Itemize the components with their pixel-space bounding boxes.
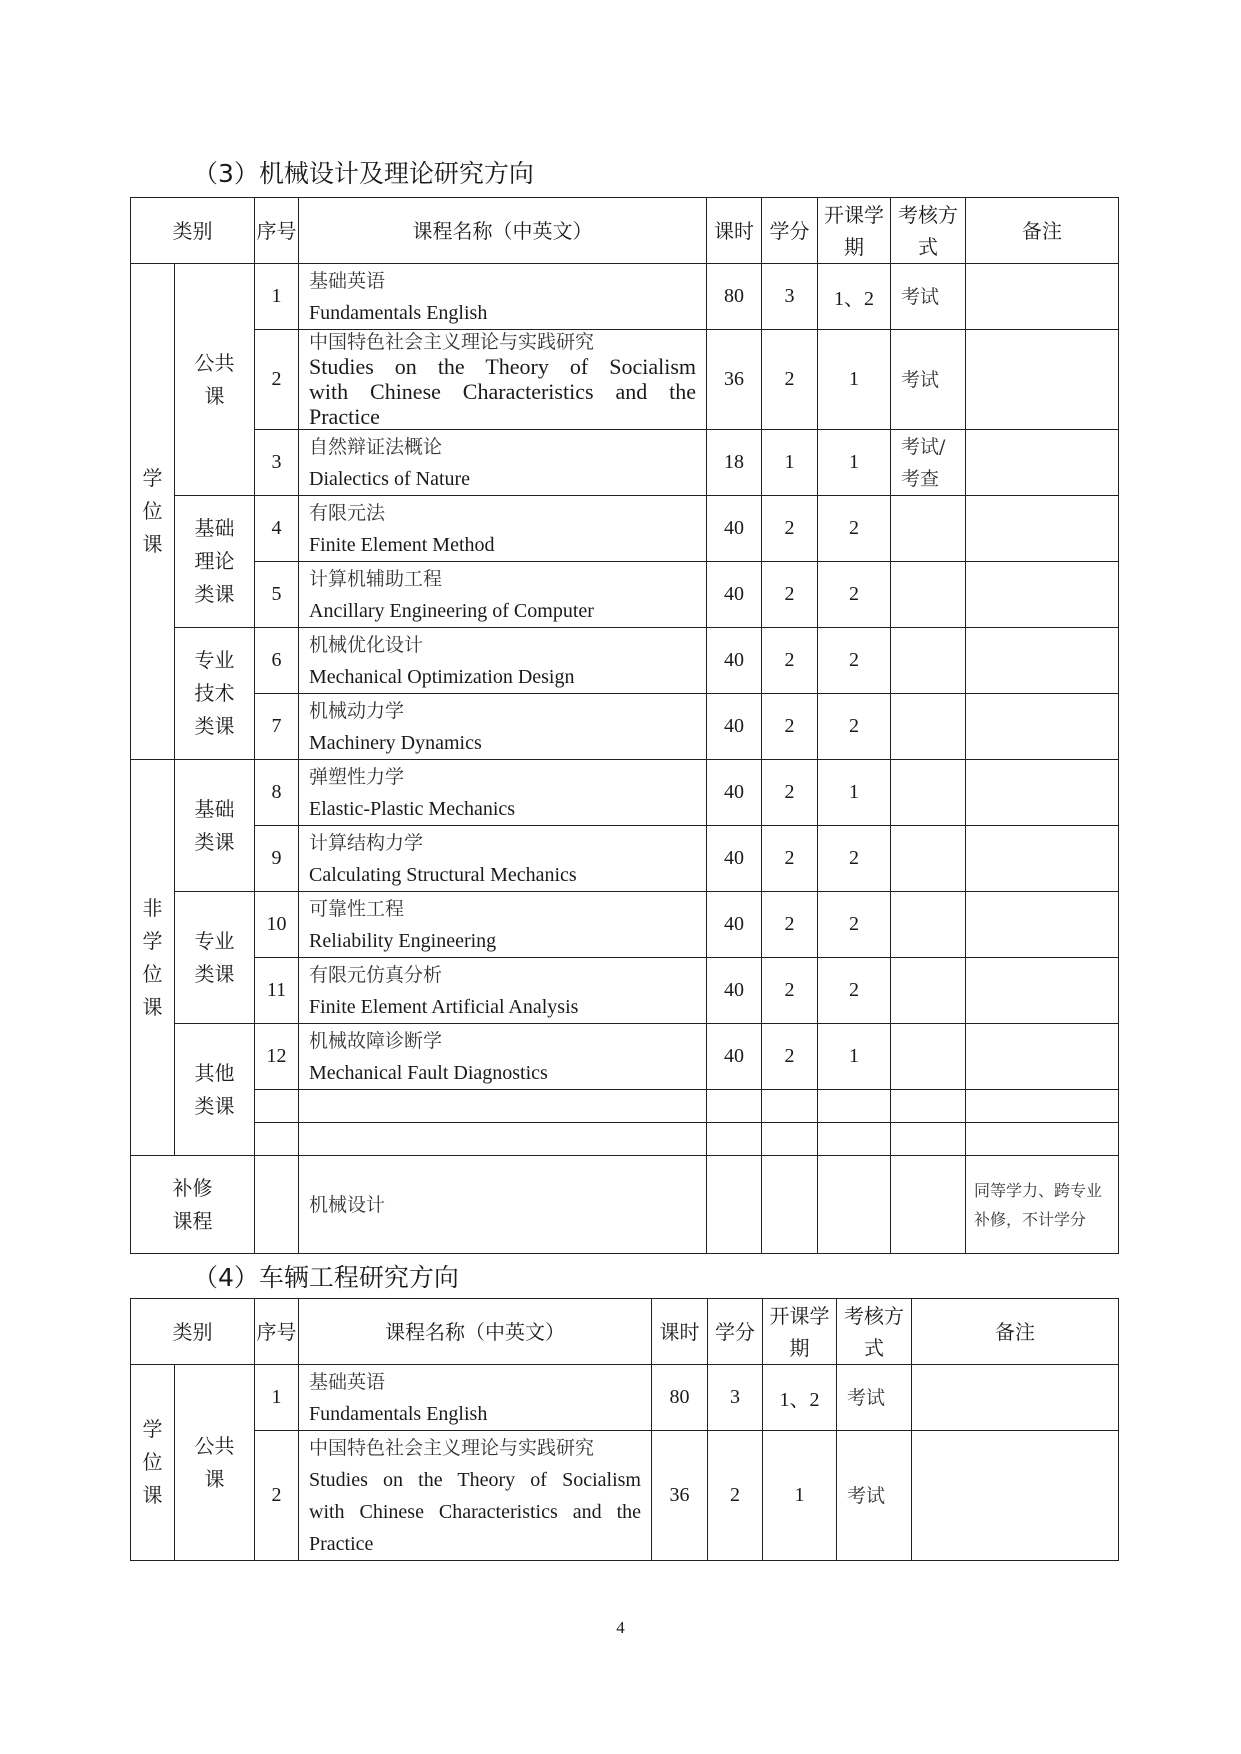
- credits-cell: 2: [762, 330, 818, 430]
- credits-cell: 2: [762, 562, 818, 628]
- table-row: [131, 628, 1119, 694]
- note-cell: [966, 694, 1119, 760]
- seq-cell: [255, 1156, 299, 1254]
- hours-cell: 40: [707, 826, 762, 892]
- table-row: [131, 496, 1119, 562]
- group-supplement: 补修课程: [131, 1156, 255, 1254]
- supplement-row: [131, 1156, 1119, 1254]
- header-hours: 课时: [652, 1299, 708, 1365]
- semester-cell: 2: [818, 496, 891, 562]
- seq-cell: 8: [255, 760, 299, 826]
- seq-cell: 1: [255, 264, 299, 330]
- course-name-cell: 中国特色社会主义理论与实践研究 Studies on the Theory of Socialism with Chinese Characteristics and the Practice: [299, 330, 707, 430]
- group-professional: 专业类课: [175, 892, 255, 1024]
- credits-cell: 2: [762, 958, 818, 1024]
- credits-cell: [762, 1156, 818, 1254]
- table-row: [131, 562, 1119, 628]
- header-note: 备注: [966, 198, 1119, 264]
- header-hours: 课时: [707, 198, 762, 264]
- credits-cell: 2: [762, 628, 818, 694]
- exam-cell: [891, 1156, 966, 1254]
- exam-cell: [891, 826, 966, 892]
- course-name-cell: 基础英语 Fundamentals English: [299, 1365, 652, 1431]
- credits-cell: 3: [762, 264, 818, 330]
- header-exam: 考核方式: [837, 1299, 912, 1365]
- note-cell: [966, 430, 1119, 496]
- hours-cell: 80: [652, 1365, 708, 1431]
- note-cell: [912, 1365, 1119, 1431]
- credits-cell: 1: [762, 430, 818, 496]
- header-seq: 序号: [255, 1299, 299, 1365]
- table-row: [131, 1431, 1119, 1561]
- course-name-cell: 基础英语 Fundamentals English: [299, 264, 707, 330]
- exam-cell: 考试: [837, 1431, 912, 1561]
- group-non-degree: 非学位课: [131, 760, 175, 1156]
- credits-cell: 2: [762, 694, 818, 760]
- note-cell: [966, 760, 1119, 826]
- exam-cell: [891, 760, 966, 826]
- course-name-cell: 机械动力学 Machinery Dynamics: [299, 694, 707, 760]
- semester-cell: 1: [818, 330, 891, 430]
- hours-cell: 36: [652, 1431, 708, 1561]
- semester-cell: 2: [818, 958, 891, 1024]
- table-row: [131, 892, 1119, 958]
- hours-cell: 40: [707, 694, 762, 760]
- credits-cell: 2: [762, 892, 818, 958]
- seq-cell: 5: [255, 562, 299, 628]
- course-name-cell: 机械优化设计 Mechanical Optimization Design: [299, 628, 707, 694]
- header-exam: 考核方式: [891, 198, 966, 264]
- course-name-cell: 可靠性工程 Reliability Engineering: [299, 892, 707, 958]
- group-professional-tech: 专业技术类课: [175, 628, 255, 760]
- group-public: 公共课: [175, 264, 255, 496]
- seq-cell: 10: [255, 892, 299, 958]
- semester-cell: 1: [818, 430, 891, 496]
- seq-cell: 4: [255, 496, 299, 562]
- header-credits: 学分: [708, 1299, 763, 1365]
- table-row: [131, 1024, 1119, 1090]
- table-row: [131, 430, 1119, 496]
- exam-cell: [891, 562, 966, 628]
- header-seq: 序号: [255, 198, 299, 264]
- hours-cell: 40: [707, 628, 762, 694]
- exam-cell: [891, 1024, 966, 1090]
- exam-cell: [891, 628, 966, 694]
- course-name-cell: 弹塑性力学 Elastic-Plastic Mechanics: [299, 760, 707, 826]
- seq-cell: 12: [255, 1024, 299, 1090]
- course-name-cell: 计算机辅助工程 Ancillary Engineering of Computer: [299, 562, 707, 628]
- course-name-cell: 机械故障诊断学 Mechanical Fault Diagnostics: [299, 1024, 707, 1090]
- group-public: 公共课: [175, 1365, 255, 1561]
- course-name-cell: 有限元法 Finite Element Method: [299, 496, 707, 562]
- seq-cell: 1: [255, 1365, 299, 1431]
- note-cell: [966, 330, 1119, 430]
- note-cell: [966, 958, 1119, 1024]
- exam-cell: 考试: [837, 1365, 912, 1431]
- seq-cell: 7: [255, 694, 299, 760]
- hours-cell: 40: [707, 562, 762, 628]
- exam-cell: 考试: [891, 330, 966, 430]
- group-basic: 基础类课: [175, 760, 255, 892]
- note-cell: [966, 826, 1119, 892]
- course-name-cell: 计算结构力学 Calculating Structural Mechanics: [299, 826, 707, 892]
- semester-cell: 1: [763, 1431, 837, 1561]
- course-name-cell: 自然辩证法概论 Dialectics of Nature: [299, 430, 707, 496]
- header-note: 备注: [912, 1299, 1119, 1365]
- semester-cell: 1: [818, 1024, 891, 1090]
- header-name: 课程名称（中英文）: [299, 1299, 652, 1365]
- hours-cell: 36: [707, 330, 762, 430]
- table-row: [131, 760, 1119, 826]
- hours-cell: 40: [707, 496, 762, 562]
- note-cell: [966, 496, 1119, 562]
- header-category: 类别: [131, 198, 255, 264]
- group-degree: 学位课: [131, 264, 175, 760]
- table-header-row: [131, 1299, 1119, 1365]
- course-name-cell: 中国特色社会主义理论与实践研究 Studies on the Theory of Socialism with Chinese Characteristics and the Practice: [299, 1431, 652, 1561]
- hours-cell: 18: [707, 430, 762, 496]
- seq-cell: 11: [255, 958, 299, 1024]
- exam-cell: [891, 496, 966, 562]
- credits-cell: 3: [708, 1365, 763, 1431]
- exam-cell: [891, 958, 966, 1024]
- table-row: [131, 694, 1119, 760]
- semester-cell: 2: [818, 826, 891, 892]
- group-other: 其他类课: [175, 1024, 255, 1156]
- note-cell: [966, 264, 1119, 330]
- exam-cell: 考试/考查: [891, 430, 966, 496]
- semester-cell: 2: [818, 892, 891, 958]
- exam-cell: 考试: [891, 264, 966, 330]
- seq-cell: 3: [255, 430, 299, 496]
- hours-cell: 40: [707, 892, 762, 958]
- credits-cell: 2: [762, 1024, 818, 1090]
- empty-row: [131, 1123, 1119, 1156]
- empty-row: [131, 1090, 1119, 1123]
- section-4-title: （4）车辆工程研究方向: [193, 1263, 459, 1292]
- header-credits: 学分: [762, 198, 818, 264]
- semester-cell: [818, 1156, 891, 1254]
- hours-cell: [707, 1156, 762, 1254]
- hours-cell: 40: [707, 1024, 762, 1090]
- hours-cell: 80: [707, 264, 762, 330]
- note-cell: [966, 628, 1119, 694]
- group-degree: 学位课: [131, 1365, 175, 1561]
- semester-cell: 2: [818, 694, 891, 760]
- note-cell: [966, 892, 1119, 958]
- group-basic-theory: 基础理论类课: [175, 496, 255, 628]
- table-row: [131, 826, 1119, 892]
- section-3-title: （3）机械设计及理论研究方向: [193, 159, 534, 188]
- exam-cell: [891, 694, 966, 760]
- credits-cell: 2: [762, 496, 818, 562]
- seq-cell: 6: [255, 628, 299, 694]
- table-row: [131, 264, 1119, 330]
- table-header-row: [131, 198, 1119, 264]
- credits-cell: 2: [708, 1431, 763, 1561]
- seq-cell: 2: [255, 1431, 299, 1561]
- header-semester: 开课学期: [763, 1299, 837, 1365]
- header-name: 课程名称（中英文）: [299, 198, 707, 264]
- table-row: [131, 958, 1119, 1024]
- note-cell: [966, 562, 1119, 628]
- header-semester: 开课学期: [818, 198, 891, 264]
- course-name-cell: 有限元仿真分析 Finite Element Artificial Analysis: [299, 958, 707, 1024]
- seq-cell: 9: [255, 826, 299, 892]
- header-category: 类别: [131, 1299, 255, 1365]
- credits-cell: 2: [762, 826, 818, 892]
- note-cell: [912, 1431, 1119, 1561]
- semester-cell: 2: [818, 562, 891, 628]
- semester-cell: 2: [818, 628, 891, 694]
- hours-cell: 40: [707, 760, 762, 826]
- note-cell: 同等学力、跨专业补修，不计学分: [966, 1156, 1119, 1254]
- course-table-section-4: [130, 1298, 1119, 1561]
- note-cell: [966, 1024, 1119, 1090]
- table-row: [131, 1365, 1119, 1431]
- course-table-section-3: [130, 197, 1119, 1254]
- semester-cell: 1: [818, 760, 891, 826]
- semester-cell: 1、2: [763, 1365, 837, 1431]
- credits-cell: 2: [762, 760, 818, 826]
- exam-cell: [891, 892, 966, 958]
- hours-cell: 40: [707, 958, 762, 1024]
- course-name-cell: 机械设计: [299, 1156, 707, 1254]
- semester-cell: 1、2: [818, 264, 891, 330]
- seq-cell: 2: [255, 330, 299, 430]
- table-row: [131, 330, 1119, 430]
- page-number: 4: [616, 1618, 625, 1637]
